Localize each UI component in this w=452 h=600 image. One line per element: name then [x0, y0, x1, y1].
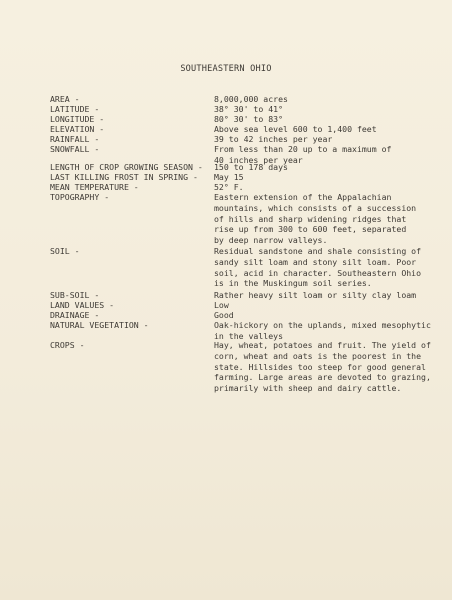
value-soil — [214, 246, 444, 289]
value-line: is in the Muskingum soil series. — [214, 278, 372, 289]
value-line: primarily with sheep and dairy cattle. — [214, 383, 402, 394]
label-snowfall: SNOWFALL - — [50, 144, 100, 154]
value-line: 39 to 42 inches per year — [214, 134, 333, 144]
value-line: Eastern extension of the Appalachian — [214, 192, 392, 202]
label-area: AREA - — [50, 94, 80, 104]
value-line: May 15 — [214, 172, 244, 182]
value-line: of hills and sharp widening ridges that — [214, 213, 407, 224]
document-title: SOUTHEASTERN OHIO — [180, 64, 272, 74]
value-line: Above sea level 600 to 1,400 feet — [214, 124, 377, 134]
label-last-frost: LAST KILLING FROST IN SPRING - — [50, 172, 198, 182]
value-line: Low — [214, 300, 229, 310]
label-crops: CROPS - — [50, 340, 85, 350]
label-natural-vegetation: NATURAL VEGETATION - — [50, 320, 149, 330]
label-growing-season: LENGTH OF CROP GROWING SEASON - — [50, 162, 203, 172]
value-line: 40 inches per year — [214, 154, 303, 165]
value-line: state. Hillsides too steep for good general — [214, 361, 426, 372]
value-line: Residual sandstone and shale consisting of — [214, 246, 422, 256]
value-line: 80° 30' to 83° — [214, 114, 284, 124]
label-longitude: LONGITUDE - — [50, 114, 105, 124]
value-crops — [214, 340, 444, 394]
label-drainage: DRAINAGE - — [50, 310, 100, 320]
value-line: soil, acid in character. Southeastern Ohio — [214, 267, 422, 278]
value-line: From less than 20 up to a maximum of — [214, 144, 392, 154]
value-line: Hay, wheat, potatoes and fruit. The yield of — [214, 340, 431, 350]
value-natural-vegetation — [214, 320, 444, 342]
label-elevation: ELEVATION - — [50, 124, 105, 134]
value-line: 8,000,000 acres — [214, 94, 288, 104]
value-line: rise up from 300 to 600 feet, separated — [214, 224, 407, 235]
value-line: 38° 30' to 41° — [214, 104, 284, 114]
label-topography: TOPOGRAPHY - — [50, 192, 110, 202]
value-line: farming. Large areas are devoted to grazing, — [214, 372, 431, 383]
value-line: 52° F. — [214, 182, 244, 192]
label-land-values: LAND VALUES - — [50, 300, 115, 310]
value-line: by deep narrow valleys. — [214, 235, 328, 246]
value-line: Oak-hickory on the uplands, mixed mesophytic — [214, 320, 431, 330]
value-line: Good — [214, 310, 234, 320]
value-topography — [214, 192, 444, 246]
value-line: 150 to 178 days — [214, 162, 288, 172]
value-line: in the valleys — [214, 330, 284, 341]
label-rainfall: RAINFALL - — [50, 134, 100, 144]
value-line: corn, wheat and oats is the poorest in the — [214, 350, 422, 361]
label-mean-temperature: MEAN TEMPERATURE - — [50, 182, 139, 192]
label-soil: SOIL - — [50, 246, 80, 256]
label-sub-soil: SUB-SOIL - — [50, 290, 100, 300]
label-latitude: LATITUDE - — [50, 104, 100, 114]
value-line: sandy silt loam and stony silt loam. Poor — [214, 256, 417, 267]
value-line: Rather heavy silt loam or silty clay loam — [214, 290, 417, 300]
value-line: mountains, which consists of a succession — [214, 202, 417, 213]
